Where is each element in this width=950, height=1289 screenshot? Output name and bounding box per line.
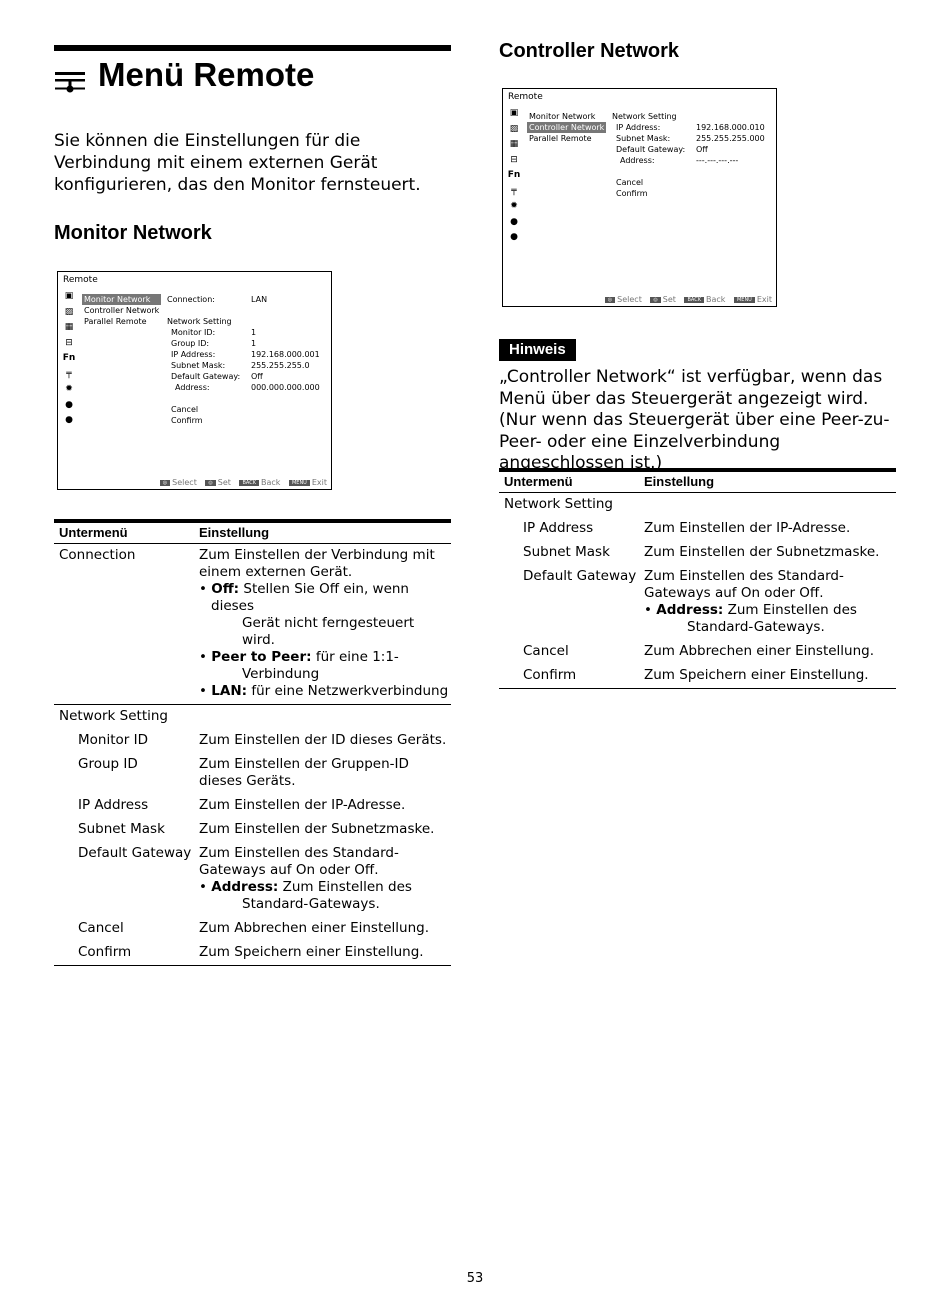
gear-icon: ✹	[65, 384, 73, 394]
osd-field-value[interactable]: ---.---.---.---	[696, 156, 739, 165]
osd-field-value[interactable]: 000.000.000.000	[251, 383, 320, 392]
row-desc-text: Zum Einstellen des Standard-Gateways auf On oder Off.	[199, 845, 399, 878]
osd-field-label: IP Address:	[616, 123, 661, 132]
row-label: Subnet Mask	[523, 544, 610, 560]
osd-footer-back: Back	[706, 295, 726, 304]
osd-field-value[interactable]: 255.255.255.0	[251, 361, 310, 370]
back-key: BACK	[684, 297, 704, 303]
remote-icon: ╤	[66, 368, 72, 379]
table-row	[499, 541, 896, 565]
row-desc: Zum Abbrechen einer Einstellung.	[644, 643, 875, 659]
table-header	[499, 472, 896, 493]
row-desc: Zum Speichern einer Einstellung.	[644, 667, 869, 683]
input-icon: ⊟	[510, 154, 518, 165]
row-label: Network Setting	[59, 708, 168, 724]
controller-network-osd	[502, 88, 777, 307]
osd-field-value[interactable]: 192.168.000.001	[251, 350, 320, 359]
row-desc	[644, 568, 896, 636]
table-row	[54, 941, 451, 965]
osd-menu	[527, 111, 606, 144]
hinweis-label: Hinweis	[499, 339, 576, 361]
table-row	[499, 664, 896, 688]
table-header	[54, 523, 451, 544]
press-icon: ◎	[650, 297, 660, 303]
wrench-icon: ●	[510, 216, 518, 227]
osd-icon-column	[62, 291, 76, 431]
table-row	[54, 818, 451, 842]
table-row	[499, 640, 896, 664]
osd-footer-set: Set	[217, 478, 231, 487]
row-label: Confirm	[523, 667, 577, 683]
remote-icon: ╤	[511, 185, 517, 196]
header-setting: Einstellung	[199, 525, 270, 540]
fn-icon: Fn	[62, 353, 76, 363]
controller-network-heading: Controller Network	[499, 40, 680, 62]
dial-icon: ◎	[160, 480, 170, 486]
osd-field-value[interactable]: 1	[251, 328, 257, 337]
osd-field-label: Default Gateway:	[171, 372, 241, 381]
row-label: Group ID	[78, 756, 138, 772]
osd-menu-item-selected[interactable]: Monitor Network	[82, 294, 161, 305]
row-label: Confirm	[78, 944, 132, 960]
camera-icon: ▣	[509, 108, 519, 118]
picture-icon: ▨	[509, 123, 519, 134]
table-row	[499, 565, 896, 640]
osd-icon-column	[507, 108, 521, 248]
osd-confirm[interactable]: Confirm	[171, 416, 203, 425]
bullet: • LAN: für eine Netzwerkverbindung	[199, 683, 449, 699]
osd-field-label: Address:	[620, 156, 655, 165]
row-label: Default Gateway	[523, 568, 637, 584]
info-icon: ●	[65, 415, 73, 425]
dial-icon: ◎	[605, 297, 615, 303]
fn-icon: Fn	[507, 170, 521, 180]
osd-menu-item[interactable]: Parallel Remote	[84, 317, 147, 326]
osd-field-label: Monitor ID:	[171, 328, 216, 337]
osd-cancel[interactable]: Cancel	[616, 178, 644, 187]
osd-field-value[interactable]: 192.168.000.010	[696, 123, 765, 132]
osd-field-value[interactable]: 1	[251, 339, 257, 348]
page-title-text: Menü Remote	[98, 56, 315, 93]
table-row	[499, 493, 896, 517]
monitor-network-heading: Monitor Network	[54, 222, 212, 244]
osd-field-value[interactable]: Off	[696, 145, 708, 154]
osd-field-label: Group ID:	[171, 339, 210, 348]
page-number: 53	[466, 1271, 484, 1286]
info-icon: ●	[510, 232, 518, 242]
osd-field-label: IP Address:	[171, 350, 216, 359]
picture-icon: ▨	[64, 306, 74, 317]
osd-menu-item[interactable]: Monitor Network	[529, 112, 596, 121]
row-label: Network Setting	[504, 496, 613, 512]
header-submenu: Untermenü	[504, 474, 573, 489]
row-label: Cancel	[523, 643, 569, 659]
back-key: BACK	[239, 480, 259, 486]
table-row	[54, 753, 451, 794]
row-desc: Zum Einstellen der Subnetzmaske.	[644, 544, 880, 560]
osd-field-label: Subnet Mask:	[616, 134, 671, 143]
hinweis-note: „Controller Network“ ist verfügbar, wenn das Menü über das Steuergerät angezeigt wird. (Nur wenn das Steuergerät über eine Peer-zu-Peer- oder eine Einzelverbindung angeschlossen ist.)	[499, 367, 890, 473]
osd-footer-set: Set	[662, 295, 676, 304]
osd-field-label: Subnet Mask:	[171, 361, 226, 370]
osd-footer-exit: Exit	[756, 295, 772, 304]
osd-footer	[154, 478, 327, 487]
osd-confirm[interactable]: Confirm	[616, 189, 648, 198]
table-row	[54, 729, 451, 753]
osd-field-label: Default Gateway:	[616, 145, 686, 154]
osd-footer-select: Select	[172, 478, 197, 487]
remote-icon	[54, 63, 86, 87]
row-label: IP Address	[78, 797, 149, 813]
wrench-icon: ●	[65, 399, 73, 410]
bullet: • Address: Zum Einstellen des Standard-Gateways.	[199, 879, 412, 912]
monitor-network-osd	[57, 271, 332, 490]
row-label: Cancel	[78, 920, 124, 936]
bullet: • Address: Zum Einstellen des Standard-Gateways.	[644, 602, 857, 635]
osd-field-label: Address:	[175, 383, 210, 392]
menu-key: MENU	[734, 297, 755, 303]
row-desc: Zum Abbrechen einer Einstellung.	[199, 920, 430, 936]
grid-icon: ▦	[64, 322, 74, 332]
row-label: IP Address	[523, 520, 594, 536]
row-label: Default Gateway	[78, 845, 192, 861]
row-desc	[199, 845, 451, 913]
page-title	[54, 56, 314, 94]
osd-menu-item-selected[interactable]: Controller Network	[529, 123, 605, 132]
osd-field-value[interactable]: Off	[251, 372, 263, 381]
row-desc-text: Zum Einstellen der Verbindung mit einem externen Gerät.	[199, 547, 435, 580]
row-desc: Zum Einstellen der Subnetzmaske.	[199, 821, 435, 837]
osd-menu-item[interactable]: Controller Network	[84, 306, 160, 315]
gear-icon: ✹	[510, 201, 518, 211]
table-row	[54, 917, 451, 941]
osd-connection-value[interactable]: LAN	[251, 295, 268, 304]
row-desc	[199, 547, 451, 700]
osd-field-value[interactable]: 255.255.255.000	[696, 134, 765, 143]
grid-icon: ▦	[509, 139, 519, 149]
row-desc: Zum Einstellen der IP-Adresse.	[199, 797, 406, 813]
camera-icon: ▣	[64, 291, 74, 301]
row-desc: Zum Einstellen der ID dieses Geräts.	[199, 732, 447, 748]
monitor-network-table	[54, 519, 451, 966]
table-row	[54, 704, 451, 729]
title-rule	[54, 45, 451, 51]
bullet: • Peer to Peer: für eine 1:1- Verbindung	[199, 649, 399, 682]
osd-title: Remote	[508, 92, 543, 102]
bullet: • Off: Stellen Sie Off ein, wenn dieses Gerät nicht ferngesteuert wird.	[199, 581, 415, 648]
osd-title: Remote	[63, 275, 98, 285]
row-label: Connection	[59, 547, 136, 563]
row-desc-text: Zum Einstellen des Standard-Gateways auf On oder Off.	[644, 568, 844, 601]
row-desc: Zum Einstellen der IP-Adresse.	[644, 520, 851, 536]
press-icon: ◎	[205, 480, 215, 486]
osd-footer-select: Select	[617, 295, 642, 304]
osd-network-setting: Network Setting	[167, 317, 232, 326]
row-label: Subnet Mask	[78, 821, 165, 837]
row-label: Monitor ID	[78, 732, 148, 748]
row-desc: Zum Speichern einer Einstellung.	[199, 944, 424, 960]
table-row	[54, 794, 451, 818]
input-icon: ⊟	[65, 337, 73, 348]
menu-key: MENU	[289, 480, 310, 486]
osd-footer-exit: Exit	[311, 478, 327, 487]
osd-menu-item[interactable]: Parallel Remote	[529, 134, 592, 143]
table-row	[54, 842, 451, 917]
table-row	[499, 517, 896, 541]
header-setting: Einstellung	[644, 474, 715, 489]
osd-network-setting: Network Setting	[612, 112, 677, 121]
osd-footer	[599, 295, 772, 304]
osd-footer-back: Back	[261, 478, 281, 487]
row-desc: Zum Einstellen der Gruppen-ID dieses Geräts.	[199, 756, 409, 789]
osd-menu	[82, 294, 161, 327]
osd-connection-label: Connection:	[167, 295, 215, 304]
intro-text: Sie können die Einstellungen für die Verbindung mit einem externen Gerät konfigurieren, das den Monitor fernsteuert.	[54, 131, 421, 195]
osd-cancel[interactable]: Cancel	[171, 405, 199, 414]
controller-network-table	[499, 468, 896, 689]
table-row	[54, 544, 451, 704]
header-submenu: Untermenü	[59, 525, 128, 540]
